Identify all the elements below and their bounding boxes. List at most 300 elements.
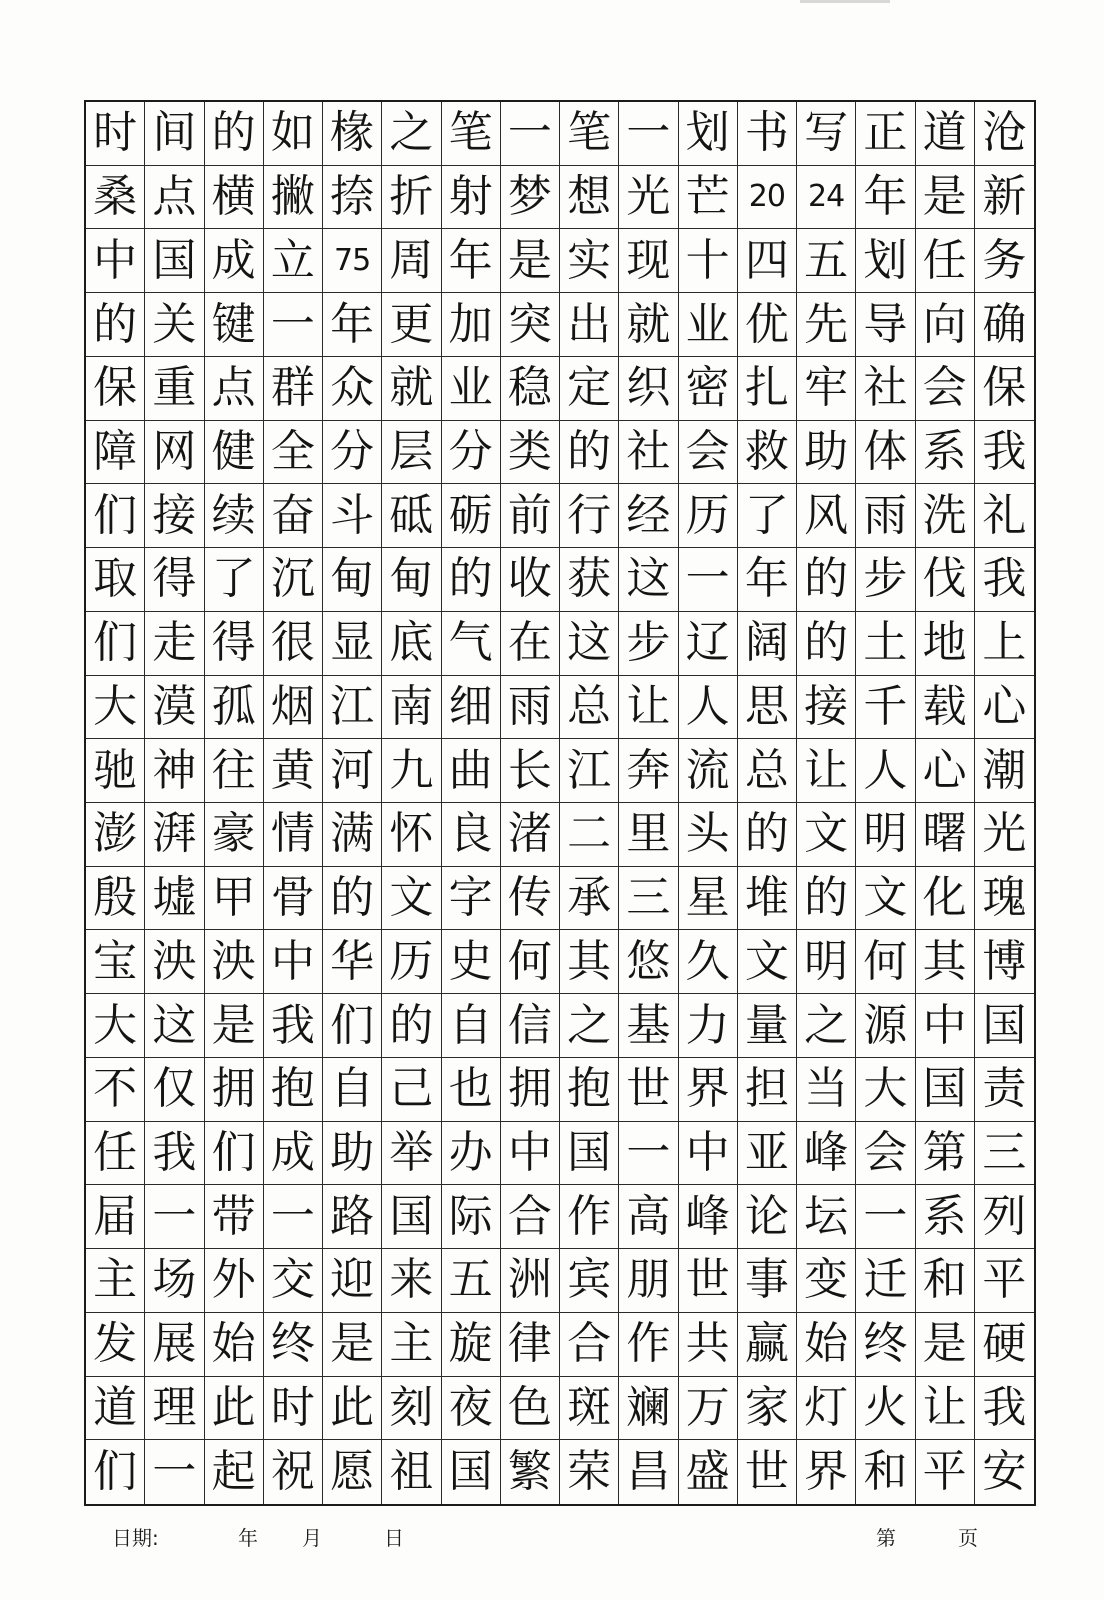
grid-cell: 举 (382, 1122, 441, 1186)
grid-cell: 作 (619, 1313, 678, 1377)
grid-cell: 明 (856, 803, 915, 867)
grid-cell: 五 (797, 229, 856, 293)
grid-cell: 拥 (501, 1058, 560, 1122)
grid-cell: 会 (679, 421, 738, 485)
grid-cell: 和 (916, 1249, 975, 1313)
grid-cell: 河 (323, 739, 382, 803)
grid-cell: 坛 (797, 1185, 856, 1249)
grid-cell: 经 (619, 484, 678, 548)
grid-cell: 牢 (797, 357, 856, 421)
grid-cell: 上 (975, 612, 1034, 676)
grid-cell: 的 (797, 612, 856, 676)
grid-cell: 终 (264, 1313, 323, 1377)
grid-cell: 湃 (145, 803, 204, 867)
grid-cell: 的 (797, 548, 856, 612)
grid-cell: 辽 (679, 612, 738, 676)
grid-cell: 神 (145, 739, 204, 803)
grid-cell: 潮 (975, 739, 1034, 803)
grid-cell: 是 (916, 166, 975, 230)
grid-cell: 们 (86, 1440, 145, 1504)
grid-cell: 取 (86, 548, 145, 612)
grid-cell: 三 (619, 867, 678, 931)
grid-cell: 让 (916, 1377, 975, 1441)
grid-cell: 亚 (738, 1122, 797, 1186)
grid-cell: 力 (679, 994, 738, 1058)
grid-cell: 的 (738, 803, 797, 867)
grid-cell: 此 (323, 1377, 382, 1441)
grid-cell: 殷 (86, 867, 145, 931)
grid-cell: 密 (679, 357, 738, 421)
grid-cell: 担 (738, 1058, 797, 1122)
grid-cell: 理 (145, 1377, 204, 1441)
grid-cell: 十 (679, 229, 738, 293)
grid-cell: 健 (205, 421, 264, 485)
grid-cell: 列 (975, 1185, 1034, 1249)
grid-cell: 中 (679, 1122, 738, 1186)
grid-cell: 如 (264, 102, 323, 166)
grid-cell: 史 (442, 930, 501, 994)
grid-cell: 的 (797, 867, 856, 931)
grid-cell: 一 (501, 102, 560, 166)
grid-cell: 抱 (560, 1058, 619, 1122)
grid-cell: 曙 (916, 803, 975, 867)
grid-cell: 关 (145, 293, 204, 357)
grid-cell: 其 (560, 930, 619, 994)
grid-cell: 时 (264, 1377, 323, 1441)
grid-cell: 世 (619, 1058, 678, 1122)
grid-cell: 总 (738, 739, 797, 803)
grid-cell: 江 (560, 739, 619, 803)
grid-cell: 黄 (264, 739, 323, 803)
grid-cell: 此 (205, 1377, 264, 1441)
grid-cell: 国 (382, 1185, 441, 1249)
grid-cell: 让 (797, 739, 856, 803)
grid-cell: 是 (916, 1313, 975, 1377)
grid-cell: 奋 (264, 484, 323, 548)
grid-cell: 家 (738, 1377, 797, 1441)
grid-cell: 际 (442, 1185, 501, 1249)
grid-cell: 曲 (442, 739, 501, 803)
grid-cell: 年 (856, 166, 915, 230)
grid-cell: 也 (442, 1058, 501, 1122)
grid-cell: 文 (797, 803, 856, 867)
grid-cell: 椽 (323, 102, 382, 166)
grid-cell: 想 (560, 166, 619, 230)
grid-cell: 笔 (442, 102, 501, 166)
grid-cell: 底 (382, 612, 441, 676)
grid-cell: 驰 (86, 739, 145, 803)
grid-cell: 赢 (738, 1313, 797, 1377)
grid-cell: 刻 (382, 1377, 441, 1441)
grid-cell: 心 (975, 676, 1034, 740)
grid-cell: 助 (797, 421, 856, 485)
grid-cell: 这 (145, 994, 204, 1058)
grid-cell: 平 (916, 1440, 975, 1504)
grid-cell: 的 (560, 421, 619, 485)
grid-cell: 这 (560, 612, 619, 676)
grid-cell: 就 (619, 293, 678, 357)
grid-cell: 先 (797, 293, 856, 357)
grid-cell: 救 (738, 421, 797, 485)
grid-cell: 伐 (916, 548, 975, 612)
grid-cell: 昌 (619, 1440, 678, 1504)
grid-cell: 成 (205, 229, 264, 293)
grid-cell: 澎 (86, 803, 145, 867)
grid-cell: 了 (738, 484, 797, 548)
grid-cell: 的 (323, 867, 382, 931)
grid-cell: 宝 (86, 930, 145, 994)
grid-cell: 梦 (501, 166, 560, 230)
grid-cell: 之 (797, 994, 856, 1058)
grid-cell: 第 (916, 1122, 975, 1186)
grid-cell: 抱 (264, 1058, 323, 1122)
grid-cell: 我 (145, 1122, 204, 1186)
grid-cell: 迁 (856, 1249, 915, 1313)
grid-cell: 优 (738, 293, 797, 357)
grid-cell: 人 (679, 676, 738, 740)
grid-cell: 年 (442, 229, 501, 293)
grid-cell: 中 (501, 1122, 560, 1186)
grid-cell: 社 (856, 357, 915, 421)
grid-cell: 火 (856, 1377, 915, 1441)
grid-cell: 载 (916, 676, 975, 740)
grid-cell: 加 (442, 293, 501, 357)
grid-cell: 夜 (442, 1377, 501, 1441)
grid-cell: 基 (619, 994, 678, 1058)
grid-cell: 砥 (382, 484, 441, 548)
year-label: 年 (238, 1526, 258, 1550)
grid-cell: 高 (619, 1185, 678, 1249)
grid-cell: 大 (86, 676, 145, 740)
grid-cell: 向 (916, 293, 975, 357)
grid-cell: 洲 (501, 1249, 560, 1313)
grid-cell: 横 (205, 166, 264, 230)
grid-cell: 收 (501, 548, 560, 612)
grid-cell: 一 (264, 293, 323, 357)
grid-cell: 间 (145, 102, 204, 166)
grid-cell: 撇 (264, 166, 323, 230)
grid-cell: 头 (679, 803, 738, 867)
page-number-label: 第 (876, 1526, 896, 1550)
grid-cell: 合 (501, 1185, 560, 1249)
grid-cell: 安 (982, 1446, 1027, 1498)
grid-cell: 斗 (323, 484, 382, 548)
grid-cell: 豪 (205, 803, 264, 867)
grid-cell: 硬 (975, 1313, 1034, 1377)
grid-cell: 新 (975, 166, 1034, 230)
grid-cell: 和 (856, 1440, 915, 1504)
grid-cell: 层 (382, 421, 441, 485)
grid-cell: 来 (382, 1249, 441, 1313)
grid-cell: 的 (382, 994, 441, 1058)
grid-cell: 障 (86, 421, 145, 485)
grid-cell: 任 (86, 1122, 145, 1186)
grid-cell: 的 (205, 102, 264, 166)
grid-cell: 变 (797, 1249, 856, 1313)
grid-cell: 奔 (619, 739, 678, 803)
grid-cell: 时 (86, 102, 145, 166)
grid-cell: 朋 (619, 1249, 678, 1313)
grid-cell: 渚 (501, 803, 560, 867)
grid-cell: 步 (619, 612, 678, 676)
grid-cell: 繁 (501, 1440, 560, 1504)
grid-cell: 孤 (205, 676, 264, 740)
grid-cell: 们 (323, 994, 382, 1058)
grid-cell: 盛 (679, 1440, 738, 1504)
grid-cell: 20 (738, 166, 797, 230)
grid-cell: 系 (916, 421, 975, 485)
grid-cell: 泱 (145, 930, 204, 994)
grid-cell: 扎 (738, 357, 797, 421)
grid-cell: 路 (323, 1185, 382, 1249)
grid-cell: 阔 (738, 612, 797, 676)
grid-cell: 走 (145, 612, 204, 676)
grid-cell: 24 (797, 166, 856, 230)
grid-cell: 在 (501, 612, 560, 676)
grid-cell: 芒 (679, 166, 738, 230)
grid-cell: 量 (738, 994, 797, 1058)
grid-cell: 75 (323, 229, 382, 293)
grid-cell: 众 (323, 357, 382, 421)
grid-cell: 一 (619, 102, 678, 166)
grid-cell: 点 (205, 357, 264, 421)
grid-cell: 峰 (679, 1185, 738, 1249)
grid-cell: 人 (856, 739, 915, 803)
page-footer (0, 1506, 1104, 1566)
grid-cell: 文 (382, 867, 441, 931)
grid-cell: 中 (86, 229, 145, 293)
grid-cell: 平 (975, 1249, 1034, 1313)
grid-cell: 之 (560, 994, 619, 1058)
grid-cell: 历 (382, 930, 441, 994)
grid-cell: 全 (264, 421, 323, 485)
grid-cell: 场 (145, 1249, 204, 1313)
grid-cell: 很 (264, 612, 323, 676)
grid-cell: 九 (382, 739, 441, 803)
grid-cell: 气 (442, 612, 501, 676)
grid-cell: 带 (205, 1185, 264, 1249)
grid-cell: 合 (560, 1313, 619, 1377)
grid-cell: 划 (856, 229, 915, 293)
grid-cell: 道 (916, 102, 975, 166)
grid-cell: 传 (501, 867, 560, 931)
grid-cell: 的 (86, 293, 145, 357)
grid-cell: 任 (916, 229, 975, 293)
grid-cell: 终 (856, 1313, 915, 1377)
grid-cell: 写 (797, 102, 856, 166)
grid-cell: 保 (86, 357, 145, 421)
grid-cell: 立 (264, 229, 323, 293)
grid-cell: 承 (560, 867, 619, 931)
grid-cell: 现 (619, 229, 678, 293)
grid-cell: 桑 (86, 166, 145, 230)
grid-cell: 体 (856, 421, 915, 485)
grid-cell: 始 (205, 1313, 264, 1377)
grid-cell: 国 (442, 1440, 501, 1504)
grid-cell: 步 (856, 548, 915, 612)
grid-cell: 让 (619, 676, 678, 740)
grid-cell: 作 (560, 1185, 619, 1249)
grid-cell: 里 (619, 803, 678, 867)
grid-cell: 界 (679, 1058, 738, 1122)
grid-cell: 色 (501, 1377, 560, 1441)
grid-cell: 烟 (264, 676, 323, 740)
grid-cell: 总 (560, 676, 619, 740)
grid-cell: 瑰 (975, 867, 1034, 931)
grid-cell: 其 (916, 930, 975, 994)
grid-cell: 文 (856, 867, 915, 931)
grid-cell: 自 (442, 994, 501, 1058)
grid-cell: 祖 (382, 1440, 441, 1504)
grid-cell: 中 (264, 930, 323, 994)
grid-cell: 一 (856, 1185, 915, 1249)
grid-cell: 届 (86, 1185, 145, 1249)
grid-cell: 我 (975, 1377, 1034, 1441)
grid-cell: 愿 (323, 1440, 382, 1504)
grid-cell: 砺 (442, 484, 501, 548)
grid-cell: 甲 (205, 867, 264, 931)
grid-cell: 星 (679, 867, 738, 931)
grid-cell: 源 (856, 994, 915, 1058)
grid-cell: 键 (205, 293, 264, 357)
grid-cell: 主 (86, 1249, 145, 1313)
grid-cell: 会 (916, 357, 975, 421)
grid-cell: 明 (797, 930, 856, 994)
grid-cell: 就 (382, 357, 441, 421)
grid-cell: 堆 (738, 867, 797, 931)
grid-cell: 礼 (975, 484, 1034, 548)
date-label: 日期: (112, 1526, 159, 1550)
grid-cell: 办 (442, 1122, 501, 1186)
grid-cell: 思 (738, 676, 797, 740)
grid-cell: 一 (264, 1185, 323, 1249)
grid-cell: 划 (679, 102, 738, 166)
grid-cell: 文 (738, 930, 797, 994)
grid-cell: 国 (560, 1122, 619, 1186)
grid-cell: 祝 (264, 1440, 323, 1504)
grid-cell: 化 (916, 867, 975, 931)
grid-cell: 分 (442, 421, 501, 485)
grid-cell: 大 (86, 994, 145, 1058)
grid-cell: 旋 (442, 1313, 501, 1377)
grid-cell: 展 (145, 1313, 204, 1377)
grid-cell: 年 (323, 293, 382, 357)
grid-cell: 仅 (145, 1058, 204, 1122)
grid-cell: 博 (975, 930, 1034, 994)
grid-cell: 责 (975, 1058, 1034, 1122)
grid-cell: 外 (205, 1249, 264, 1313)
grid-cell: 长 (501, 739, 560, 803)
grid-cell: 接 (145, 484, 204, 548)
grid-cell: 们 (86, 484, 145, 548)
grid-cell: 务 (975, 229, 1034, 293)
grid-cell: 会 (856, 1122, 915, 1186)
grid-cell: 万 (679, 1377, 738, 1441)
grid-cell: 华 (323, 930, 382, 994)
grid-cell: 中 (916, 994, 975, 1058)
grid-cell: 点 (145, 166, 204, 230)
grid-cell: 捺 (323, 166, 382, 230)
grid-cell: 拥 (205, 1058, 264, 1122)
grid-cell: 大 (856, 1058, 915, 1122)
grid-cell: 业 (679, 293, 738, 357)
grid-cell: 甸 (382, 548, 441, 612)
grid-cell: 接 (797, 676, 856, 740)
grid-cell: 保 (975, 357, 1034, 421)
grid-cell: 的 (442, 548, 501, 612)
grid-cell: 突 (501, 293, 560, 357)
grid-cell: 这 (619, 548, 678, 612)
grid-cell: 道 (86, 1377, 145, 1441)
grid-cell: 灯 (797, 1377, 856, 1441)
grid-cell: 重 (145, 357, 204, 421)
grid-cell: 始 (797, 1313, 856, 1377)
grid-cell: 之 (382, 102, 441, 166)
grid-cell: 斓 (619, 1377, 678, 1441)
page-suffix-label: 页 (958, 1526, 978, 1550)
grid-cell: 沧 (975, 102, 1034, 166)
grid-cell: 发 (86, 1313, 145, 1377)
grid-cell: 南 (382, 676, 441, 740)
grid-cell: 沉 (264, 548, 323, 612)
grid-cell: 地 (916, 612, 975, 676)
grid-cell: 事 (738, 1249, 797, 1313)
grid-cell: 一 (619, 1122, 678, 1186)
grid-cell: 何 (501, 930, 560, 994)
grid-cell: 是 (323, 1313, 382, 1377)
grid-cell: 确 (975, 293, 1034, 357)
grid-cell: 我 (975, 421, 1034, 485)
grid-cell: 业 (442, 357, 501, 421)
grid-cell: 网 (145, 421, 204, 485)
grid-cell: 甸 (323, 548, 382, 612)
grid-cell: 世 (679, 1249, 738, 1313)
grid-cell: 助 (323, 1122, 382, 1186)
grid-cell: 起 (205, 1440, 264, 1504)
grid-cell: 得 (145, 548, 204, 612)
grid-cell: 雨 (501, 676, 560, 740)
grid-cell: 心 (916, 739, 975, 803)
grid-cell: 久 (679, 930, 738, 994)
grid-cell: 泱 (205, 930, 264, 994)
grid-cell: 周 (382, 229, 441, 293)
grid-cell: 得 (205, 612, 264, 676)
grid-cell: 荣 (560, 1440, 619, 1504)
grid-cell: 一 (679, 548, 738, 612)
grid-cell: 一 (145, 1185, 204, 1249)
grid-cell: 光 (619, 166, 678, 230)
grid-cell: 国 (916, 1058, 975, 1122)
grid-cell: 风 (797, 484, 856, 548)
grid-cell: 年 (738, 548, 797, 612)
grid-cell: 国 (145, 229, 204, 293)
grid-cell: 折 (382, 166, 441, 230)
grid-cell: 我 (975, 548, 1034, 612)
grid-cell: 共 (679, 1313, 738, 1377)
grid-cell: 雨 (856, 484, 915, 548)
grid-cell: 土 (856, 612, 915, 676)
grid-cell: 正 (856, 102, 915, 166)
grid-cell: 悠 (619, 930, 678, 994)
grid-cell: 满 (323, 803, 382, 867)
calligraphy-grid (84, 100, 1036, 1506)
grid-cell: 了 (205, 548, 264, 612)
month-label: 月 (302, 1526, 322, 1550)
grid-cell: 导 (856, 293, 915, 357)
grid-cell: 自 (323, 1058, 382, 1122)
grid-cell: 迎 (323, 1249, 382, 1313)
grid-cell: 良 (442, 803, 501, 867)
